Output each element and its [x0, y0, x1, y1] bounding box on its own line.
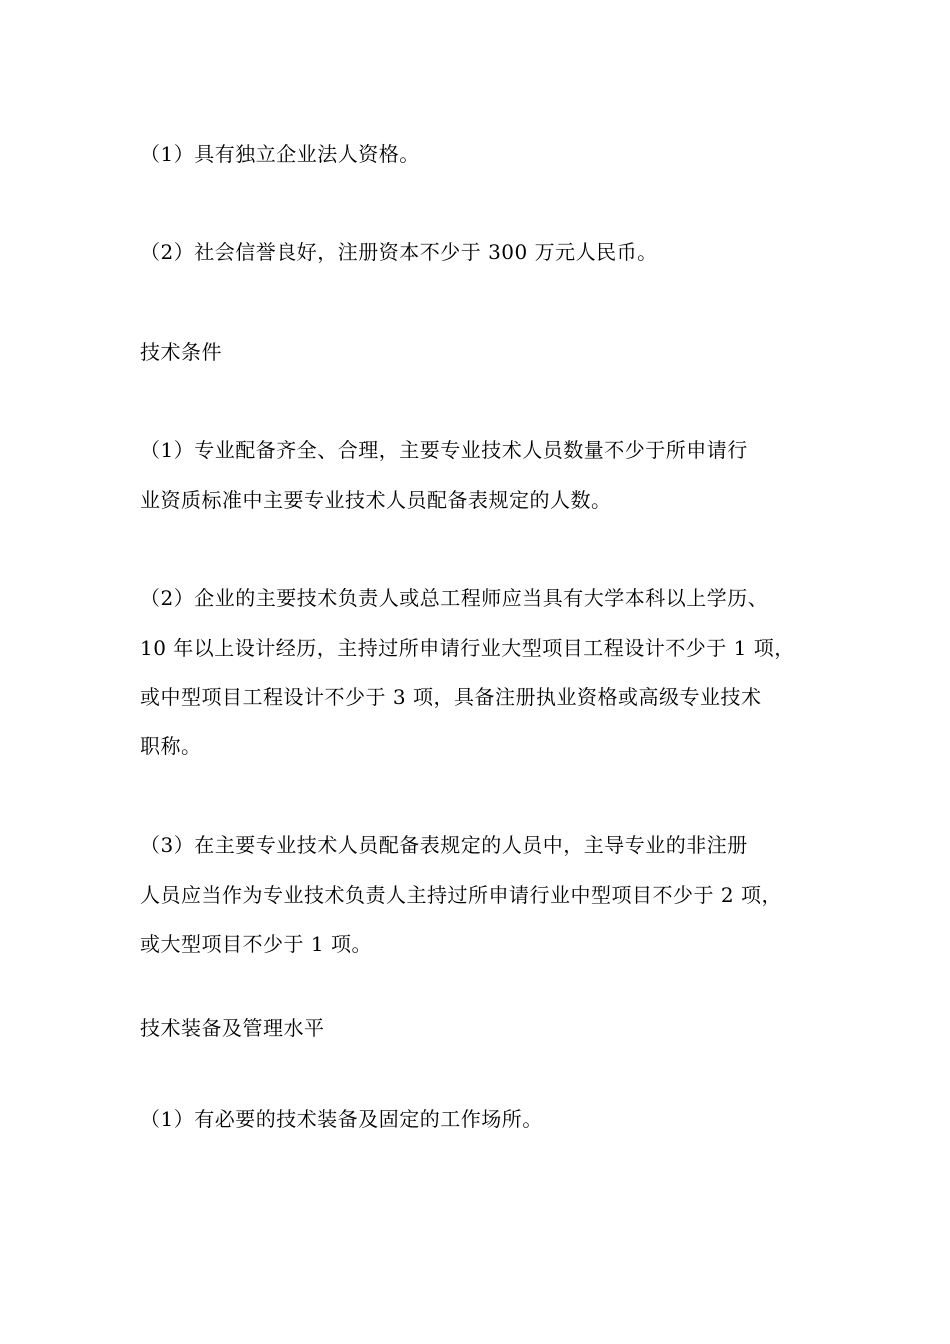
paragraph-technical-2-line-3: 或中型项目工程设计不少于 3 项，具备注册执业资格或高级专业技术 [140, 685, 762, 709]
paragraph-technical-2-line-4: 职称。 [140, 734, 202, 758]
heading-technical-conditions: 技术条件 [140, 340, 222, 364]
paragraph-technical-2-line-2: 10 年以上设计经历，主持过所申请行业大型项目工程设计不少于 1 项， [140, 636, 795, 660]
paragraph-technical-2-line-1: （2）企业的主要技术负责人或总工程师应当具有大学本科以上学历、 [140, 586, 769, 610]
heading-equipment-management: 技术装备及管理水平 [140, 1016, 325, 1040]
paragraph-equipment-1: （1）有必要的技术装备及固定的工作场所。 [140, 1107, 543, 1131]
paragraph-technical-1-line-1: （1）专业配备齐全、合理，主要专业技术人员数量不少于所申请行 [140, 438, 748, 462]
paragraph-technical-1-line-2: 业资质标准中主要专业技术人员配备表规定的人数。 [140, 488, 612, 512]
paragraph-technical-3-line-2: 人员应当作为专业技术负责人主持过所申请行业中型项目不少于 2 项， [140, 883, 782, 907]
paragraph-technical-3-line-1: （3）在主要专业技术人员配备表规定的人员中，主导专业的非注册 [140, 833, 748, 857]
paragraph-qualification-1: （1）具有独立企业法人资格。 [140, 142, 420, 166]
paragraph-qualification-2: （2）社会信誉良好，注册资本不少于 300 万元人民币。 [140, 240, 658, 264]
paragraph-technical-3-line-3: 或大型项目不少于 1 项。 [140, 932, 372, 956]
